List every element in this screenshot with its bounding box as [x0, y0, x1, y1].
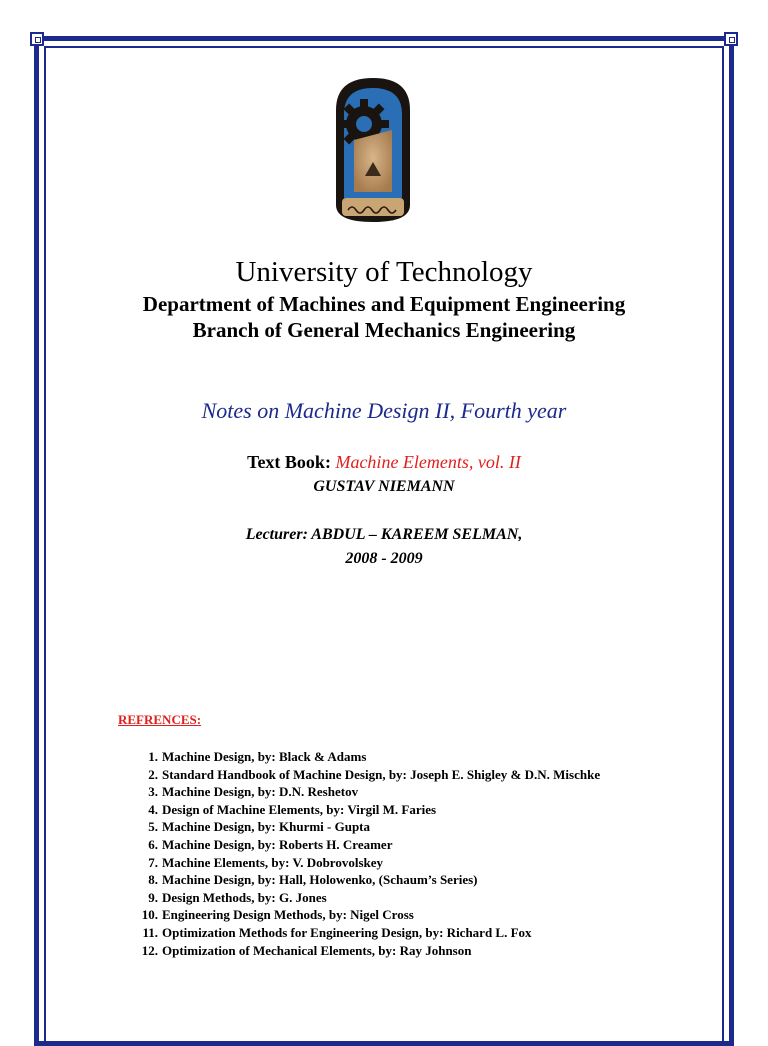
reference-item: 9. Design Methods, by: G. Jones — [148, 889, 327, 905]
reference-item: 12. Optimization of Mechanical Elements, by: Ray Johnson — [141, 942, 472, 958]
reference-item: 8. Machine Design, by: Hall, Holowenko, (Schaum’s Series) — [148, 872, 478, 888]
branch-name: Branch of General Mechanics Engineering — [192, 318, 576, 342]
textbook-title: Machine Elements, vol. II — [335, 452, 521, 472]
textbook-author: GUSTAV NIEMANN — [313, 478, 455, 495]
course-title: Notes on Machine Design II, Fourth year — [201, 398, 567, 423]
reference-item: 3. Machine Design, by: D.N. Reshetov — [148, 784, 359, 800]
references-heading: REFRENCES: — [118, 712, 202, 727]
references-list — [136, 748, 656, 959]
university-name: University of Technology — [235, 256, 533, 288]
reference-item: 1. Machine Design, by: Black & Adams — [148, 749, 367, 764]
textbook-label: Text Book: — [247, 452, 331, 472]
textbook-line — [0, 452, 768, 473]
reference-item: 5. Machine Design, by: Khurmi - Gupta — [148, 819, 371, 835]
border-corner-ornament-icon — [30, 32, 44, 46]
reference-item: 10. Engineering Design Methods, by: Nigel Cross — [141, 907, 414, 923]
lecturer-line: Lecturer: ABDUL – KAREEM SELMAN, — [245, 526, 523, 543]
reference-item: 6. Machine Design, by: Roberts H. Creamer — [148, 836, 393, 852]
department-name: Department of Machines and Equipment Engineering — [142, 292, 626, 316]
university-gear-logo-icon — [318, 70, 428, 230]
reference-item: 7. Machine Elements, by: V. Dobrovolskey — [148, 854, 384, 870]
reference-item: 2. Standard Handbook of Machine Design, by: Joseph E. Shigley & D.N. Mischke — [148, 766, 601, 782]
academic-years: 2008 - 2009 — [345, 550, 423, 567]
reference-item: 11. Optimization Methods for Engineering Design, by: Richard L. Fox — [142, 924, 532, 940]
reference-item: 4. Design of Machine Elements, by: Virgil M. Faries — [148, 801, 437, 817]
border-corner-ornament-icon — [724, 32, 738, 46]
